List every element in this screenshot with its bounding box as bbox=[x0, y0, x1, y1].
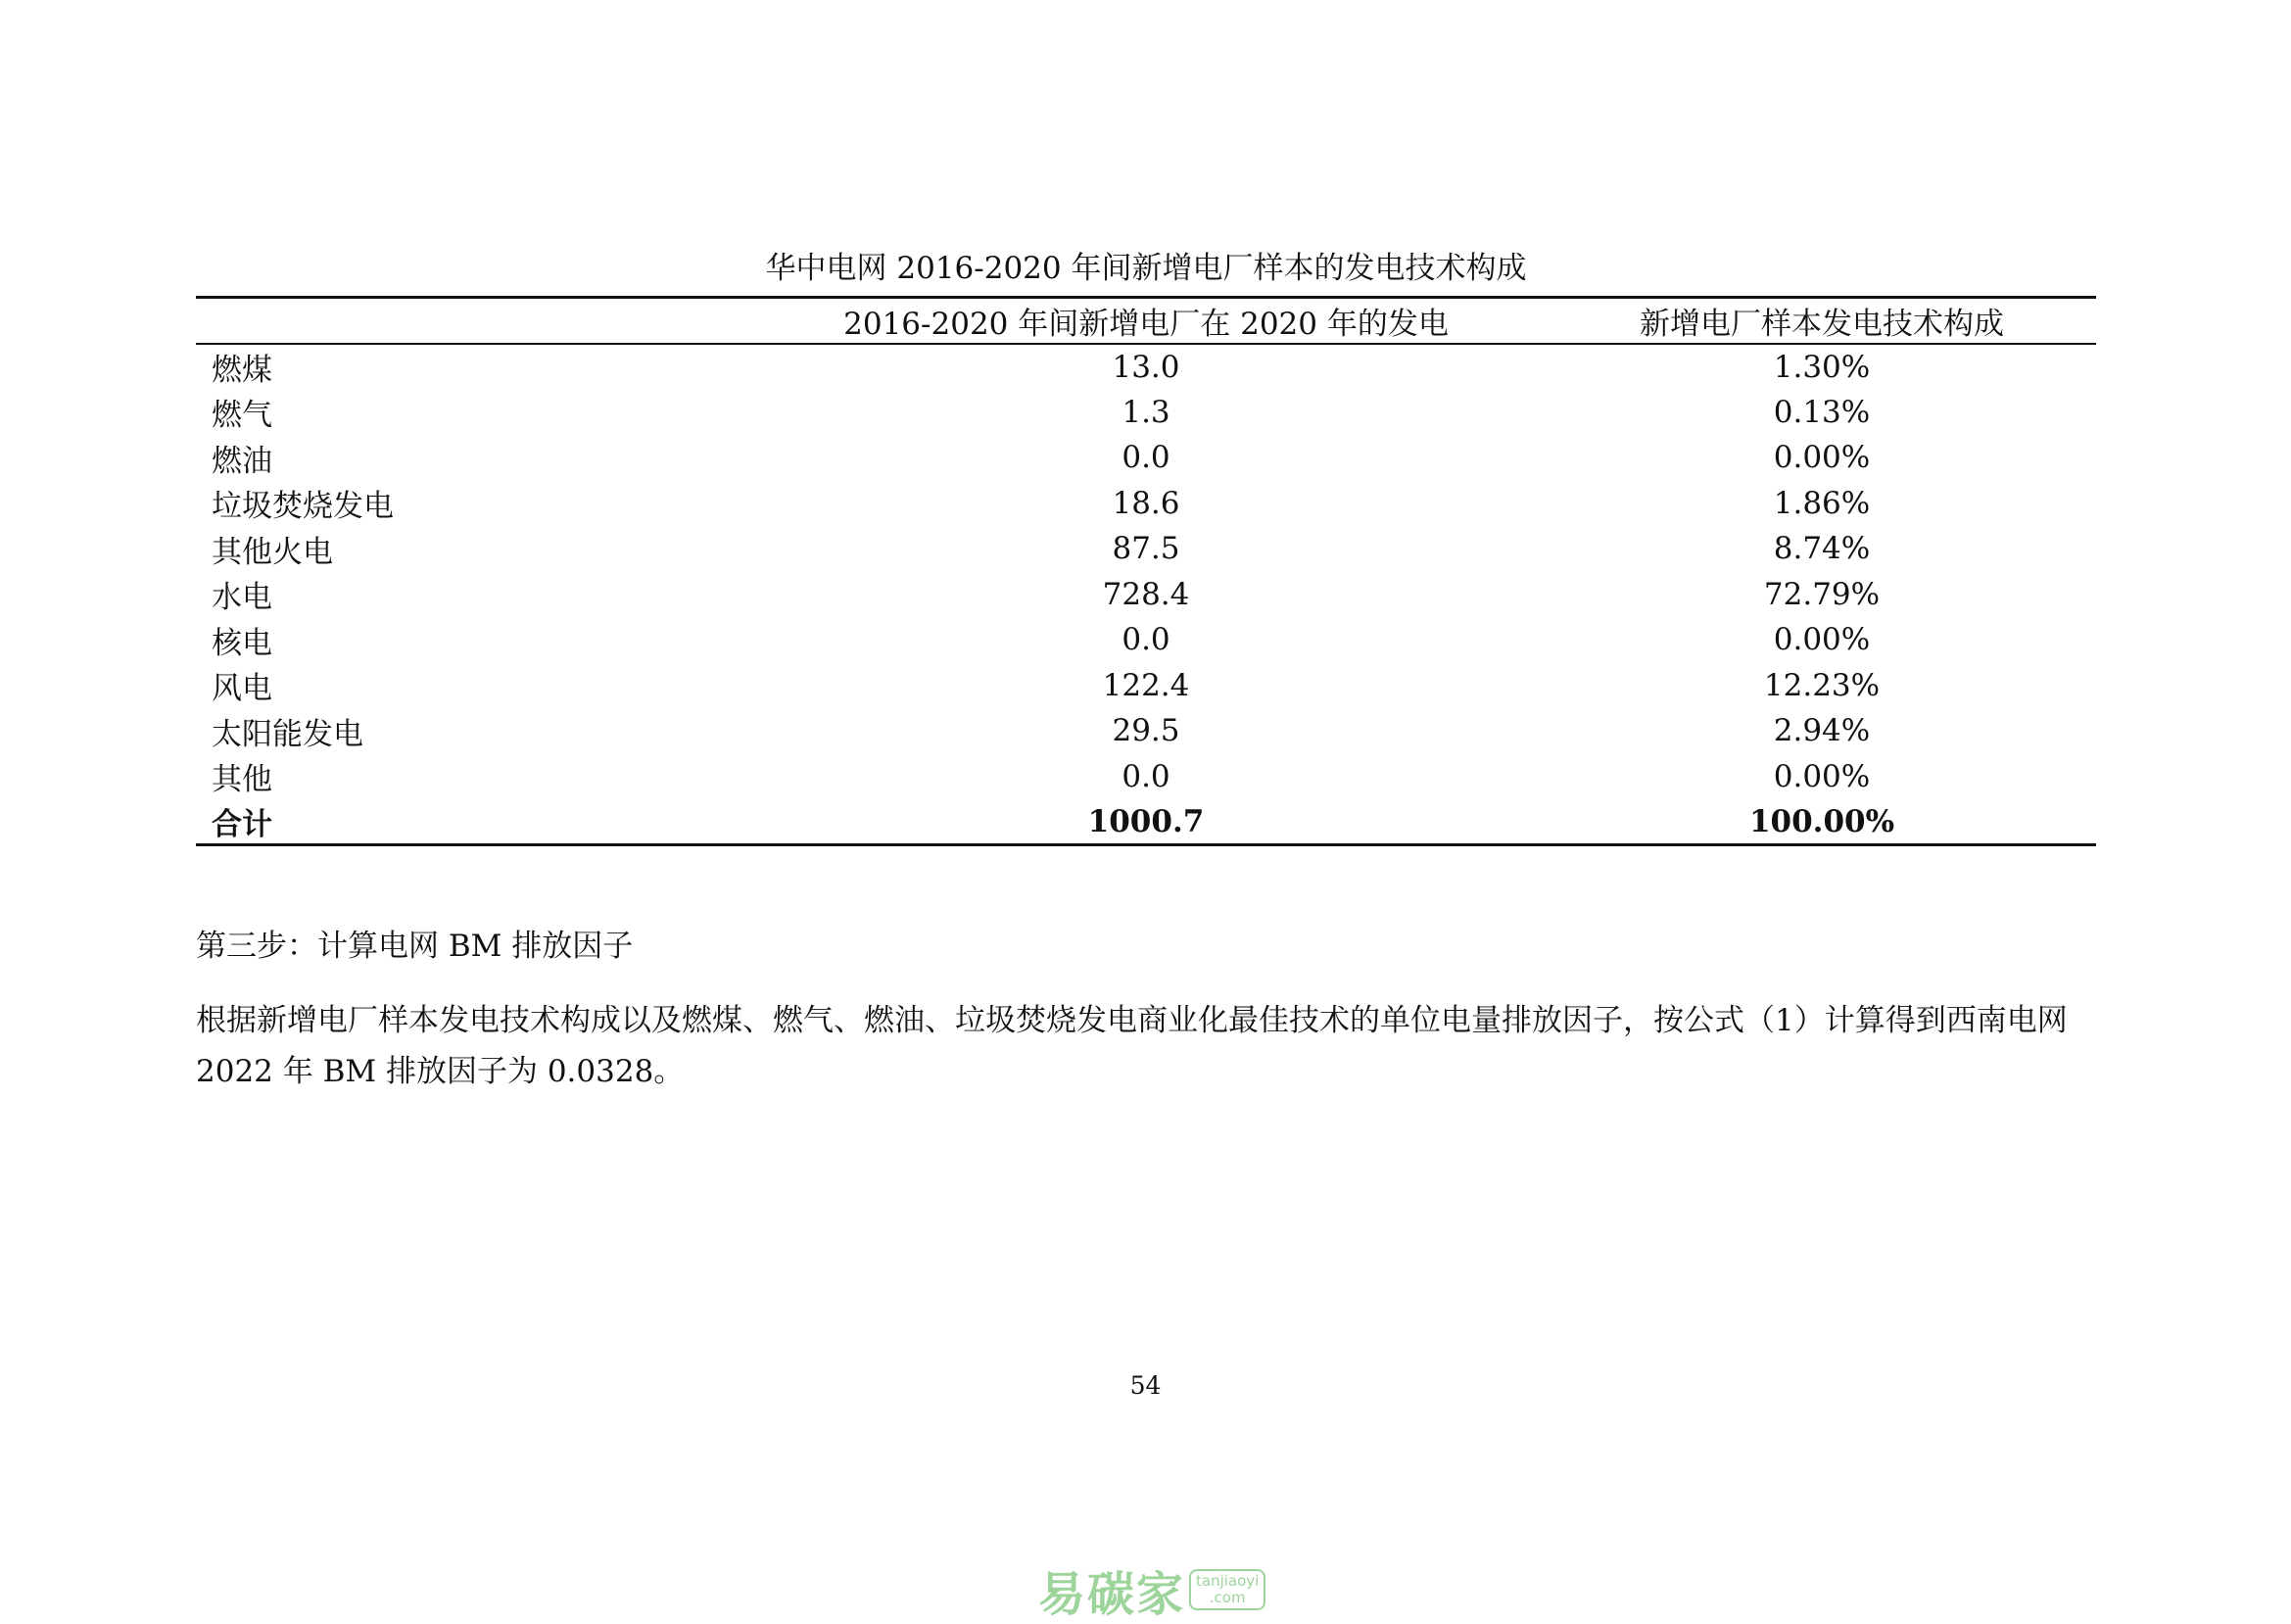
row-share: 2.94% bbox=[1773, 713, 1871, 749]
row-label: 燃油 bbox=[212, 443, 272, 479]
row-share: 1.30% bbox=[1773, 349, 1871, 385]
table-row bbox=[196, 481, 2096, 527]
total-label: 合计 bbox=[212, 807, 272, 842]
row-label: 其他 bbox=[212, 762, 272, 798]
row-share: 1.86% bbox=[1773, 485, 1871, 521]
row-label: 垃圾焚烧发电 bbox=[212, 489, 394, 525]
row-share: 0.13% bbox=[1773, 394, 1871, 430]
body-paragraph: 根据新增电厂样本发电技术构成以及燃煤、燃气、燃油、垃圾焚烧发电商业化最佳技术的单位电量排放因子，按公式（1）计算得到西南电网 2022 年 BM 排放因子为 0.0328。 bbox=[196, 1003, 2068, 1089]
row-generation: 728.4 bbox=[1102, 576, 1190, 612]
total-generation: 1000.7 bbox=[1087, 803, 1205, 839]
row-generation: 29.5 bbox=[1112, 713, 1180, 749]
generation-mix-table bbox=[196, 296, 2096, 846]
row-label: 水电 bbox=[212, 580, 272, 616]
row-label: 太阳能发电 bbox=[212, 716, 363, 752]
table-row bbox=[196, 526, 2096, 572]
row-generation: 1.3 bbox=[1122, 394, 1170, 430]
watermark-text: 易碳家 bbox=[1038, 1566, 1186, 1622]
row-label: 燃煤 bbox=[212, 353, 272, 389]
page-number: 54 bbox=[1129, 1371, 1162, 1400]
column-header-category bbox=[196, 298, 744, 345]
row-share: 0.00% bbox=[1773, 440, 1871, 476]
table-row bbox=[196, 663, 2096, 709]
table-row bbox=[196, 572, 2096, 618]
table-row bbox=[196, 708, 2096, 754]
row-label: 风电 bbox=[212, 671, 272, 707]
watermark-url bbox=[1189, 1569, 1265, 1610]
row-generation: 87.5 bbox=[1112, 531, 1180, 567]
table-total-row bbox=[196, 799, 2096, 845]
total-share: 100.00% bbox=[1748, 803, 1895, 839]
table-row bbox=[196, 344, 2096, 390]
row-share: 12.23% bbox=[1763, 667, 1881, 703]
step-heading: 第三步：计算电网 BM 排放因子 bbox=[196, 929, 634, 964]
row-generation: 122.4 bbox=[1102, 667, 1190, 703]
table-row bbox=[196, 435, 2096, 481]
watermark-url-bottom: .com bbox=[1209, 1589, 1246, 1606]
row-generation: 0.0 bbox=[1122, 440, 1170, 476]
watermark-logo bbox=[1038, 1559, 1265, 1620]
table-header-row bbox=[196, 298, 2096, 345]
row-label: 核电 bbox=[212, 625, 272, 661]
column-header-share: 新增电厂样本发电技术构成 bbox=[1640, 307, 2004, 342]
table-row bbox=[196, 754, 2096, 800]
row-share: 0.00% bbox=[1773, 622, 1871, 658]
row-generation: 18.6 bbox=[1112, 485, 1180, 521]
row-generation: 13.0 bbox=[1112, 349, 1180, 385]
row-share: 0.00% bbox=[1773, 758, 1871, 794]
row-label: 其他火电 bbox=[212, 534, 333, 570]
table-row bbox=[196, 617, 2096, 663]
row-label: 燃气 bbox=[212, 398, 272, 434]
row-generation: 0.0 bbox=[1122, 622, 1170, 658]
table-title: 华中电网 2016-2020 年间新增电厂样本的发电技术构成 bbox=[765, 251, 1527, 286]
row-generation: 0.0 bbox=[1122, 758, 1170, 794]
row-share: 72.79% bbox=[1763, 576, 1881, 612]
row-share: 8.74% bbox=[1773, 531, 1871, 567]
watermark-url-top: tanjiaoyi bbox=[1196, 1572, 1260, 1590]
column-header-generation: 2016-2020 年间新增电厂在 2020 年的发电 bbox=[843, 307, 1449, 342]
table-row bbox=[196, 390, 2096, 436]
